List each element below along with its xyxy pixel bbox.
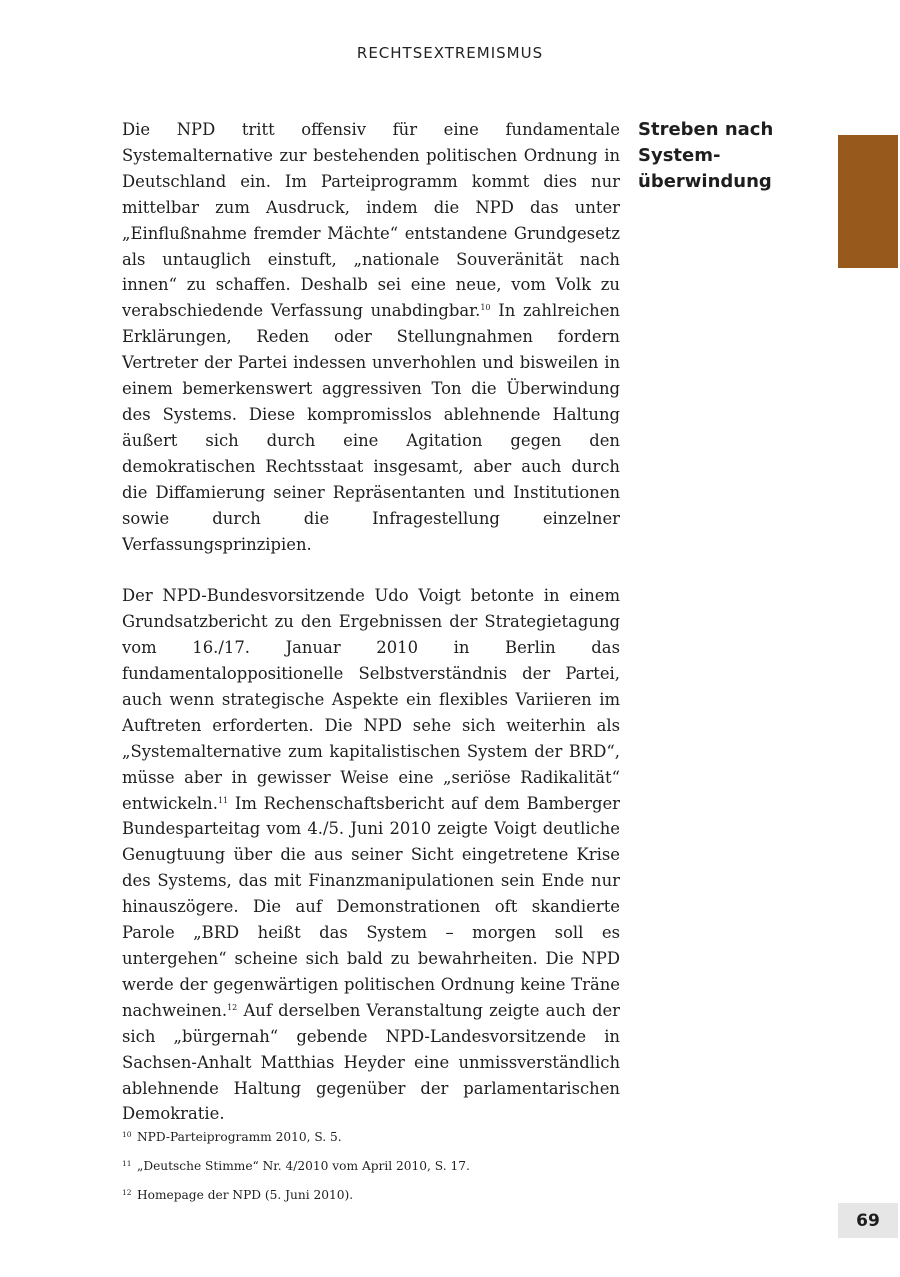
footnotes — [122, 1129, 622, 1216]
footnote-ref[interactable]: 11 — [217, 795, 229, 805]
footnote — [122, 1158, 622, 1174]
footnote-number: 10 — [122, 1130, 132, 1139]
paragraph-1 — [122, 117, 620, 557]
paragraph-text: Der NPD-Bundesvorsitzende Udo Voigt betonte in einem Grundsatzbericht zu den Ergebnissen der Strategietagung vom 16./17. Januar 2010 in Berlin das fundamentaloppositionelle Selbstverständnis der Partei, auch wenn strategische Aspekte ein flexibles Variieren im Auftreten erforderten. Die NPD sehe sich weiterhin als „Systemalternative zum kapitalistischen System der BRD“, müsse aber in gewisser Weise eine „seriöse Radikalität“ entwickeln. — [122, 586, 620, 813]
margin-heading-line: Streben nach — [638, 119, 774, 140]
chapter-color-tab — [838, 135, 898, 268]
footnote-ref[interactable]: 10 — [480, 303, 491, 313]
running-header: RECHTSEXTREMISMUS — [356, 44, 544, 62]
paragraph-text: Die NPD tritt offensiv für eine fundamentale Systemalternative zur bestehenden politischen Ordnung in Deutschland ein. Im Parteiprogramm kommt dies nur mittelbar zum Ausdruck, indem die NPD das unter „Einflußnahme fremder Mächte“ entstandene Grundgesetz als untauglich einstuft, „nationale Souveränität nach innen“ zu schaffen. Deshalb sei eine neue, vom Volk zu verabschiedende Verfassung unabdingbar. — [122, 120, 620, 321]
paragraph-text: In zahlreichen Erklärungen, Reden oder Stellungnahmen fordern Vertreter der Partei indessen unverhohlen und bisweilen in einem bemerkenswert aggressiven Ton die Überwindung des Systems. Diese kompromisslos ablehnende Haltung äußert sich durch eine Agitation gegen den demokratischen Rechtsstaat insgesamt, aber auch durch die Diffamierung seiner Repräsentanten und Institutionen sowie durch die Infragestellung einzelner Verfassungsprinzipien. — [122, 301, 620, 554]
paragraph-text: Im Rechenschaftsbericht auf dem Bamberger Bundesparteitag vom 4./5. Juni 2010 zeigte Voigt deutliche Genugtuung über die aus seiner Sicht eingetretene Krise des Systems, das mit Finanzmanipulationen sein Ende nur hinauszögere. Die auf Demonstrationen oft skandierte Parole „BRD heißt das System – morgen soll es untergehen“ scheine sich bald zu bewahrheiten. Die NPD werde der gegenwärtigen politischen Ordnung keine Träne nachweinen. — [122, 793, 620, 1020]
footnote-number: 12 — [122, 1188, 132, 1197]
paragraph-text: Auf derselben Veranstaltung zeigte auch der sich „bürgernah“ gebende NPD-Landesvorsitzende in Sachsen-Anhalt Matthias Heyder eine unmissverständlich ablehnende Haltung gegenüber der parlamentarischen Demokratie. — [122, 1000, 620, 1124]
footnote — [122, 1129, 622, 1145]
margin-heading-line: überwindung — [638, 171, 772, 192]
main-text — [122, 117, 620, 1127]
footnote-text: Homepage der NPD (5. Juni 2010). — [137, 1188, 354, 1202]
paragraph-2 — [122, 583, 620, 1127]
footnote-ref[interactable]: 12 — [227, 1002, 238, 1012]
footnote — [122, 1187, 622, 1203]
margin-heading — [638, 117, 818, 195]
margin-heading-line: System- — [638, 145, 721, 166]
footnote-text: NPD-Parteiprogramm 2010, S. 5. — [137, 1130, 342, 1144]
footnote-text: „Deutsche Stimme“ Nr. 4/2010 vom April 2010, S. 17. — [137, 1159, 470, 1173]
page-number: 69 — [838, 1203, 898, 1238]
footnote-number: 11 — [122, 1159, 132, 1168]
